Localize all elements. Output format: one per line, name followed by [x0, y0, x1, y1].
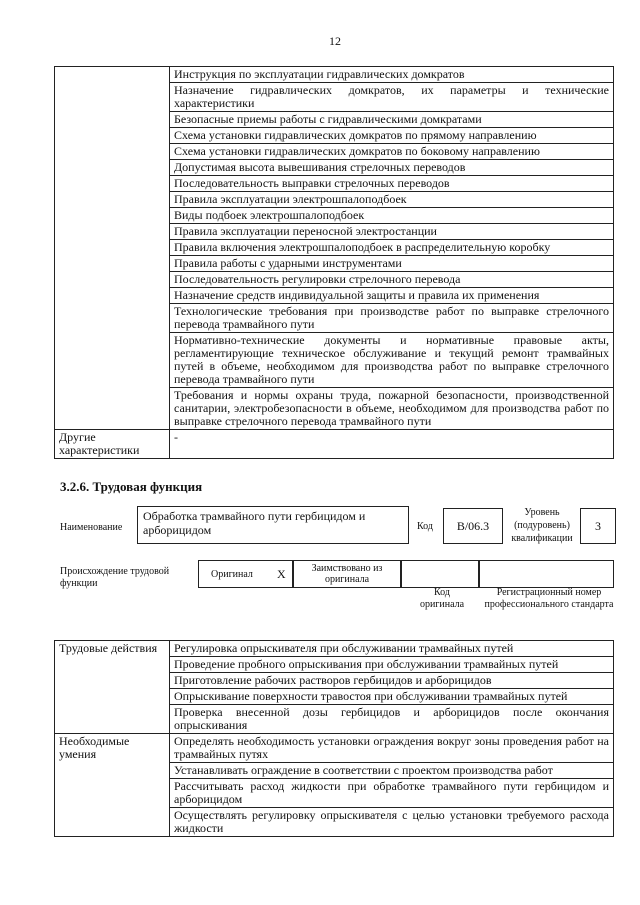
knowledge-item: Схема установки гидравлических домкратов по боковому направлению — [170, 144, 614, 160]
skills-label: Необходимые умения — [55, 734, 170, 837]
knowledge-item: Назначение средств индивидуальной защиты и правила их применения — [170, 288, 614, 304]
knowledge-item: Назначение гидравлических домкратов, их параметры и технические характеристики — [170, 83, 614, 112]
knowledge-item: Правила работы с ударными инструментами — [170, 256, 614, 272]
action-item: Приготовление рабочих растворов гербицидов и арборицидов — [170, 673, 614, 689]
origin-code-box — [401, 560, 479, 588]
skill-item: Определять необходимость установки ограждения вокруг зоны проведения работ на трамвайных путях — [170, 734, 614, 763]
knowledge-item: Безопасные приемы работы с гидравлическими домкратами — [170, 112, 614, 128]
knowledge-item: Последовательность выправки стрелочных переводов — [170, 176, 614, 192]
borrowed-box: Заимствовано из оригинала — [293, 560, 401, 588]
knowledge-item: Требования и нормы охраны труда, пожарной безопасности, производственной санитарии, электробезопасности в объеме, необходимом для производства работ по выправке стрелочного перевода трамвайного пути — [170, 388, 614, 430]
reg-caption: Регистрационный номер профессионального стандарта — [484, 587, 614, 610]
knowledge-item: Технологические требования при производстве работ по выправке стрелочного перевода трамвайного пути — [170, 304, 614, 333]
name-label: Наименование — [60, 522, 123, 533]
function-name: Обработка трамвайного пути гербицидом и арборицидом — [137, 506, 409, 544]
other-label: Другие характеристики — [55, 430, 170, 459]
skill-item: Устанавливать ограждение в соответствии с проектом производства работ — [170, 763, 614, 779]
knowledge-item: Схема установки гидравлических домкратов по прямому направлению — [170, 128, 614, 144]
knowledge-item: Правила эксплуатации переносной электростанции — [170, 224, 614, 240]
origin-label: Происхождение трудовой функции — [60, 566, 170, 589]
function-code: В/06.3 — [443, 508, 503, 544]
skill-item: Осуществлять регулировку опрыскивателя с целью установки требуемого расхода жидкости — [170, 808, 614, 837]
knowledge-item: Правила включения электрошпалоподбоек в распределительную коробку — [170, 240, 614, 256]
knowledge-item: Последовательность регулировки стрелочного перевода — [170, 272, 614, 288]
functions-table — [54, 640, 614, 837]
knowledge-item: Правила эксплуатации электрошпалоподбоек — [170, 192, 614, 208]
knowledge-table — [54, 66, 614, 459]
knowledge-item: Допустимая высота вывешивания стрелочных переводов — [170, 160, 614, 176]
reg-number-box — [479, 560, 614, 588]
action-item: Регулировка опрыскивателя при обслуживании трамвайных путей — [170, 641, 614, 657]
action-item: Опрыскивание поверхности травостоя при обслуживании трамвайных путей — [170, 689, 614, 705]
knowledge-item: Инструкция по эксплуатации гидравлических домкратов — [170, 67, 614, 83]
action-item: Проверка внесенной дозы гербицидов и арборицидов после окончания опрыскивания — [170, 705, 614, 734]
knowledge-item: Нормативно-технические документы и нормативные правовые акты, регламентирующие техническое обслуживание и текущий ремонт трамвайных путей в объеме, необходимом для производства работ по выправке стрелочного перевода трамвайного пути — [170, 333, 614, 388]
page-number: 12 — [329, 34, 341, 48]
code-label: Код — [417, 521, 433, 532]
actions-label: Трудовые действия — [55, 641, 170, 734]
section-title: 3.2.6. Трудовая функция — [60, 479, 203, 494]
other-value: - — [170, 430, 614, 459]
original-box — [198, 560, 293, 588]
action-item: Проведение пробного опрыскивания при обслуживании трамвайных путей — [170, 657, 614, 673]
table1-label-cell — [55, 67, 170, 430]
original-label: Оригинал — [211, 569, 253, 580]
level-value: 3 — [580, 508, 616, 544]
code-caption: Код оригинала — [419, 587, 465, 610]
skill-item: Рассчитывать расход жидкости при обработке трамвайного пути гербицидом и арборицидом — [170, 779, 614, 808]
original-mark: X — [277, 567, 286, 581]
level-label: Уровень (подуровень) квалификации — [511, 507, 573, 544]
knowledge-item: Виды подбоек электрошпалоподбоек — [170, 208, 614, 224]
